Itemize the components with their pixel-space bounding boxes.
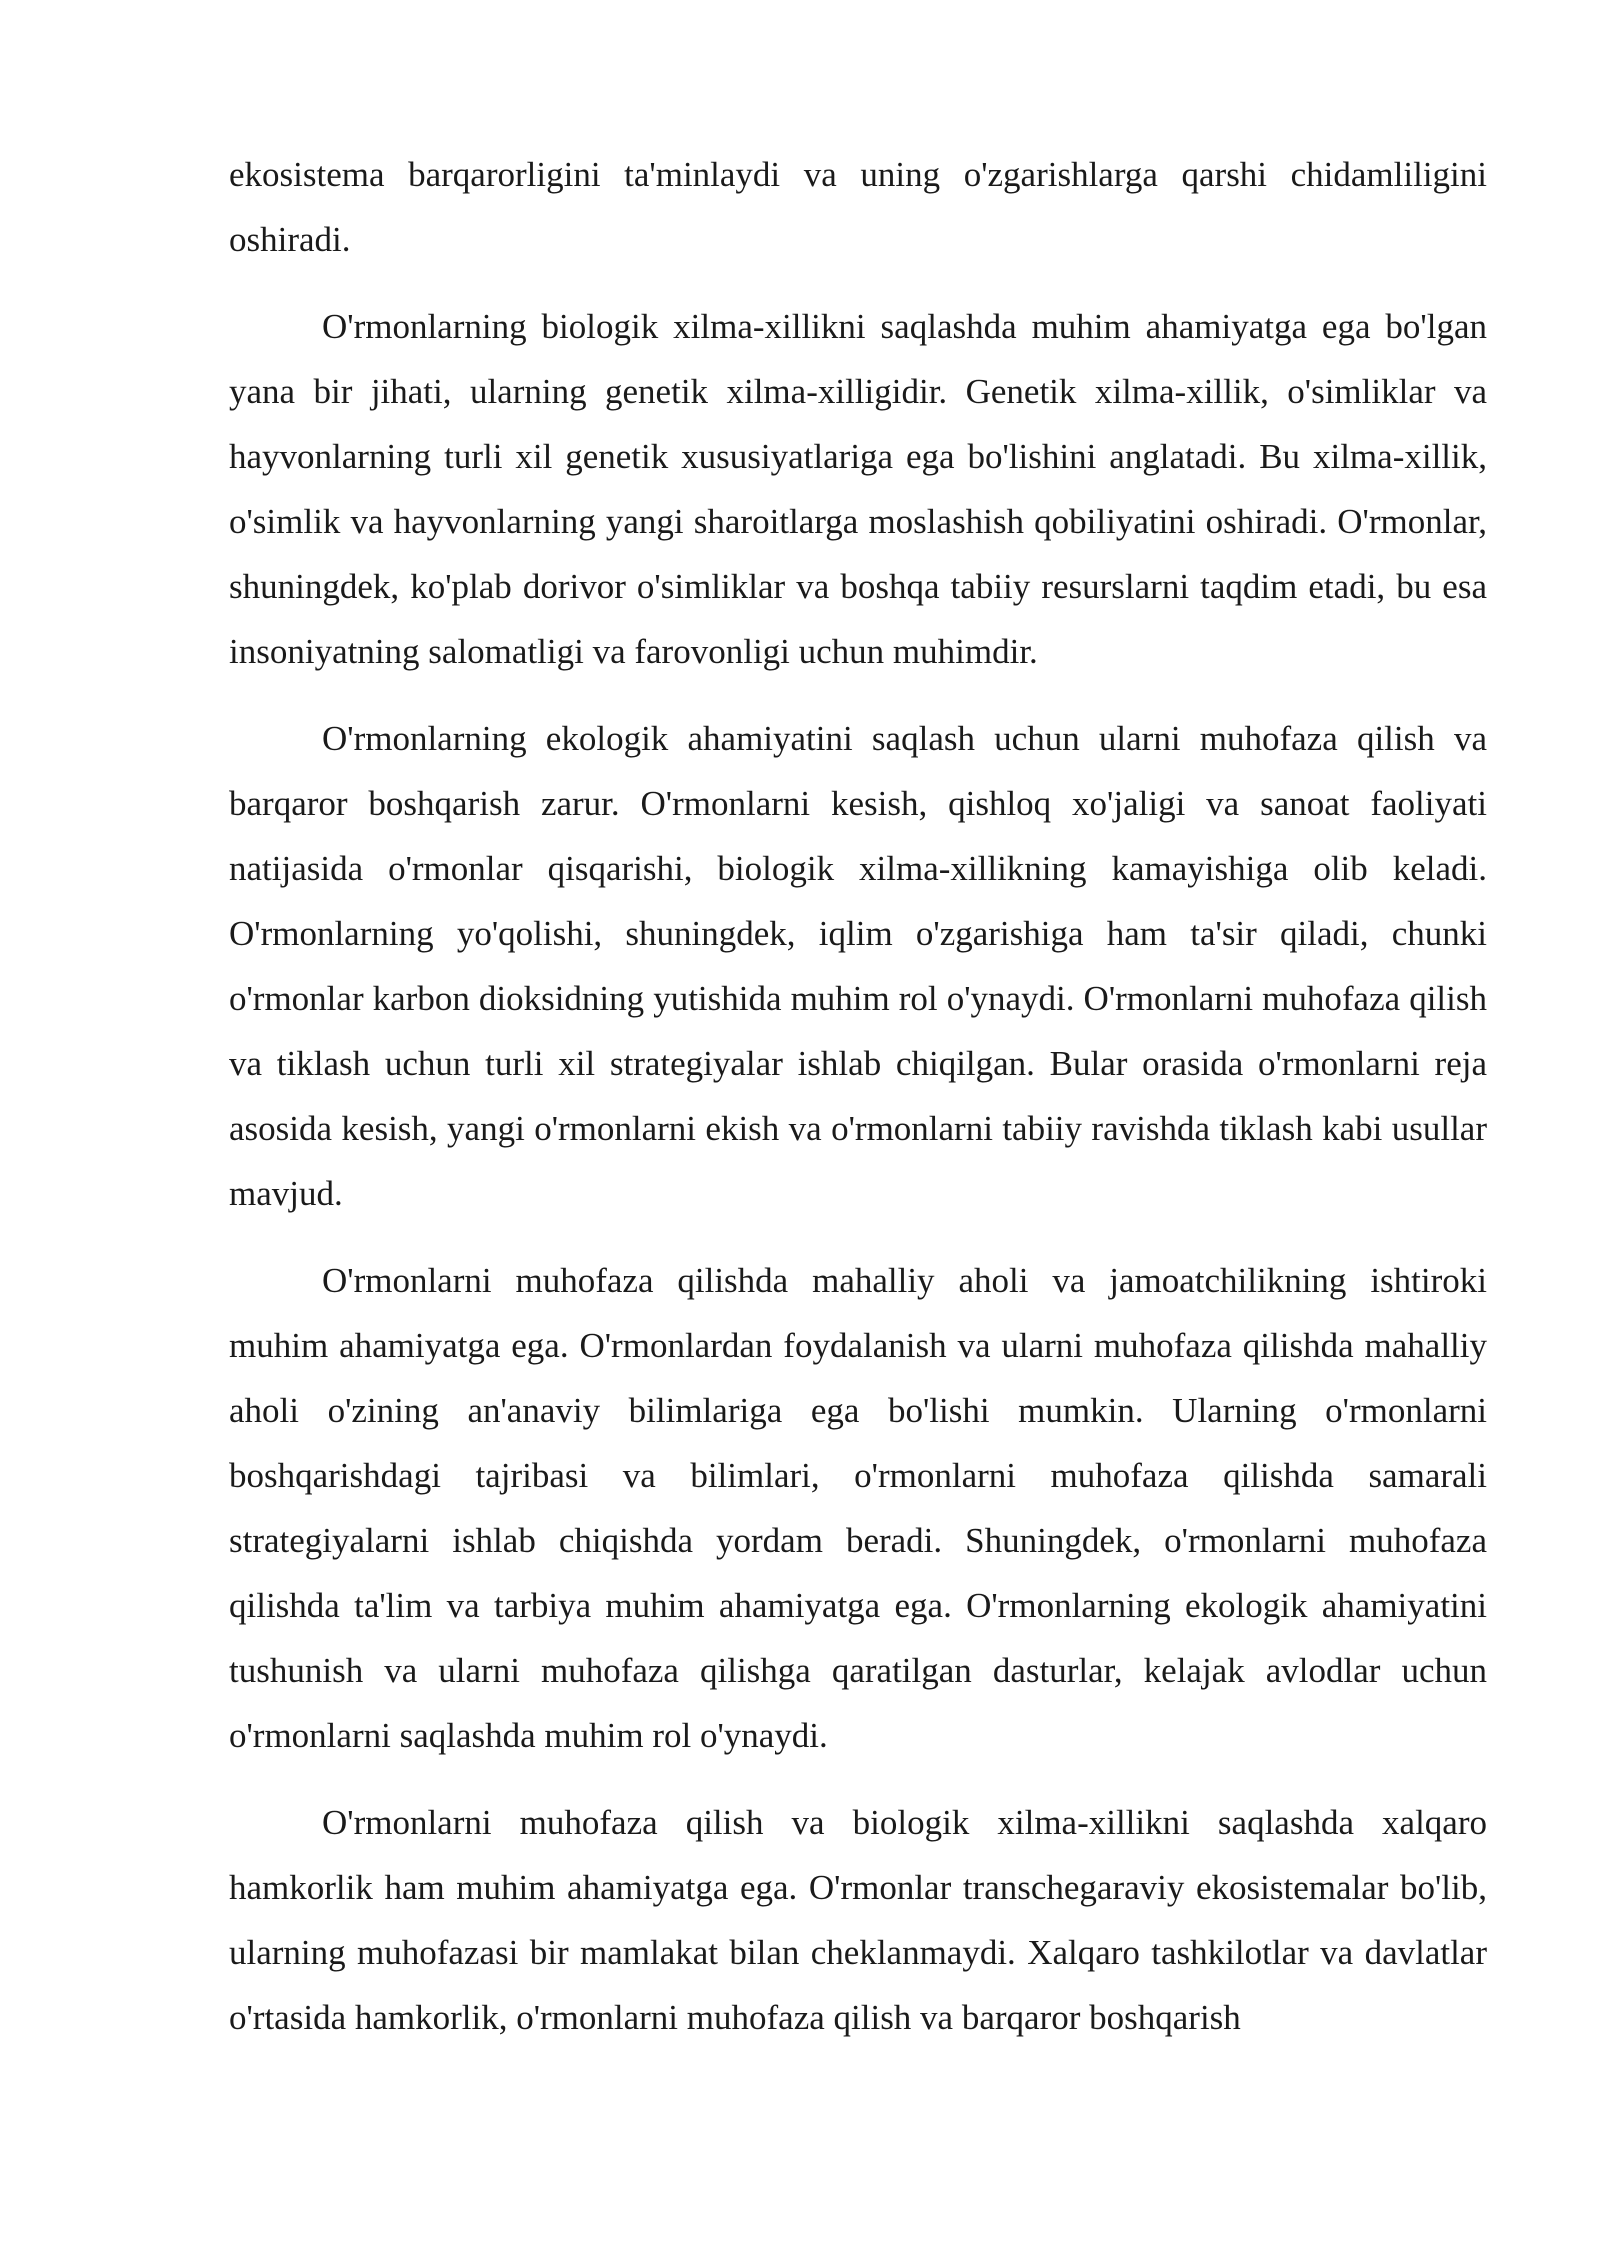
paragraph-continuation: ekosistema barqarorligini ta'minlaydi va uning o'zgarishlarga qarshi chidamliligini oshiradi. <box>229 155 1487 259</box>
paragraph-genetic-diversity: O'rmonlarning biologik xilma-xillikni saqlashda muhim ahamiyatga ega bo'lgan yana bir jihati, ularning genetik xilma-xilligidir. Genetik xilma-xillik, o'simliklar va hayvonlarning turli xil genetik xususiyatlariga ega bo'lishini anglatadi. Bu xilma-xillik, o'simlik va hayvonlarning yangi sharoitlarga moslashish qobiliyatini oshiradi. O'rmonlar, shuningdek, ko'plab dorivor o'simliklar va boshqa tabiiy resurslarni taqdim etadi, bu esa insoniyatning salomatligi va farovonligi uchun muhimdir. <box>229 307 1487 671</box>
paragraph-local-community: O'rmonlarni muhofaza qilishda mahalliy aholi va jamoatchilikning ishtiroki muhim ahamiyatga ega. O'rmonlardan foydalanish va ularni muhofaza qilishda mahalliy aholi o'zining an'anaviy bilimlariga ega bo'lishi mumkin. Ularning o'rmonlarni boshqarishdagi tajribasi va bilimlari, o'rmonlarni muhofaza qilishda samarali strategiyalarni ishlab chiqishda yordam beradi. Shuningdek, o'rmonlarni muhofaza qilishda ta'lim va tarbiya muhim ahamiyatga ega. O'rmonlarning ekologik ahamiyatini tushunish va ularni muhofaza qilishga qaratilgan dasturlar, kelajak avlodlar uchun o'rmonlarni saqlashda muhim rol o'ynaydi. <box>229 1261 1487 1755</box>
paragraph-international-cooperation: O'rmonlarni muhofaza qilish va biologik xilma-xillikni saqlashda xalqaro hamkorlik ham muhim ahamiyatga ega. O'rmonlar transchegaraviy ekosistemalar bo'lib, ularning muhofazasi bir mamlakat bilan cheklanmaydi. Xalqaro tashkilotlar va davlatlar o'rtasida hamkorlik, o'rmonlarni muhofaza qilish va barqaror boshqarish <box>229 1803 1487 2037</box>
document-page <box>229 142 1487 2072</box>
paragraph-forest-protection: O'rmonlarning ekologik ahamiyatini saqlash uchun ularni muhofaza qilish va barqaror boshqarish zarur. O'rmonlarni kesish, qishloq xo'jaligi va sanoat faoliyati natijasida o'rmonlar qisqarishi, biologik xilma-xillikning kamayishiga olib keladi. O'rmonlarning yo'qolishi, shuningdek, iqlim o'zgarishiga ham ta'sir qiladi, chunki o'rmonlar karbon dioksidning yutishida muhim rol o'ynaydi. O'rmonlarni muhofaza qilish va tiklash uchun turli xil strategiyalar ishlab chiqilgan. Bular orasida o'rmonlarni reja asosida kesish, yangi o'rmonlarni ekish va o'rmonlarni tabiiy ravishda tiklash kabi usullar mavjud. <box>229 719 1487 1213</box>
